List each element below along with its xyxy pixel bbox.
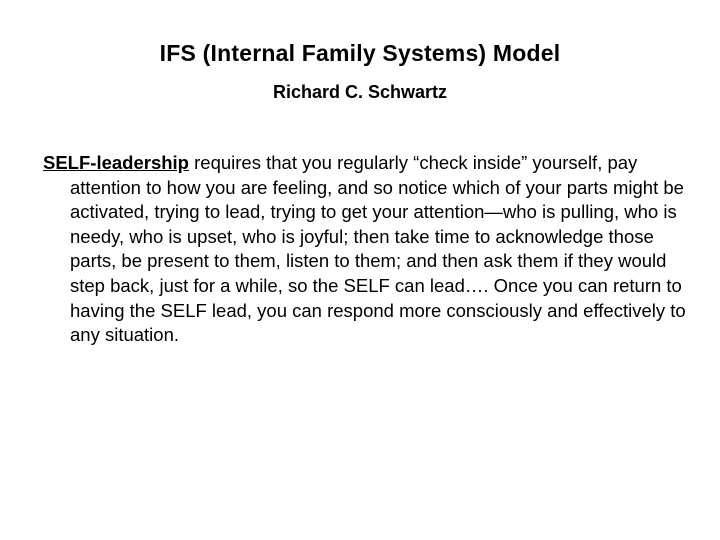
paragraph-text: requires that you regularly “check inside” yourself, pay attention to how you are feeling, and so notice which of your parts might be activated, trying to lead, trying to get your attention—who is pulling, who is needy, who is upset, who is joyful; then take time to acknowledge those parts, be present to them, listen to them; and then ask them if they would step back, just for a while, so the SELF can lead…. Once you can return to having the SELF lead, you can respond more consciously and effectively to any situation. <box>70 152 686 346</box>
slide-title: IFS (Internal Family Systems) Model <box>159 40 561 66</box>
body-paragraph <box>43 151 693 348</box>
title-block <box>0 38 720 104</box>
key-term: SELF-leadership <box>43 152 189 173</box>
slide-author: Richard C. Schwartz <box>272 82 448 102</box>
